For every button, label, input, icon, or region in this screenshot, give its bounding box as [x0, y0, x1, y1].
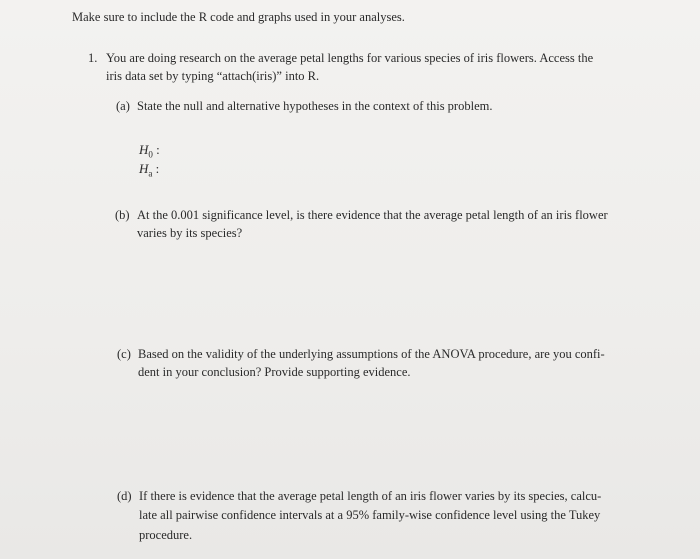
ha-subscript: a — [148, 168, 153, 179]
part-d-text-line2: late all pairwise confidence intervals at a 95% family-wise confidence level using the Tukey — [139, 508, 601, 522]
part-c-text-line1: Based on the validity of the underlying assumptions of the ANOVA procedure, are you confi- — [138, 347, 605, 361]
part-a-label: (a) — [116, 99, 130, 113]
h0-symbol: H — [139, 142, 149, 157]
question-text-line2: iris data set by typing “attach(iris)” into R. — [106, 69, 320, 83]
null-hypothesis-label — [139, 142, 160, 163]
part-c-text-line2: dent in your conclusion? Provide supporting evidence. — [138, 365, 411, 379]
part-b-text-line2: varies by its species? — [137, 226, 243, 240]
part-a-text: State the null and alternative hypotheses in the context of this problem. — [137, 99, 493, 113]
h0-subscript: 0 — [148, 149, 153, 160]
question-text-line1: You are doing research on the average petal lengths for various species of iris flowers. Access the — [106, 51, 594, 65]
h0-colon: : — [156, 142, 160, 157]
alternative-hypothesis-label — [139, 161, 159, 182]
ha-symbol: H — [139, 161, 149, 176]
part-d-label: (d) — [117, 489, 132, 503]
part-c-label: (c) — [117, 347, 131, 361]
part-b-text-line1: At the 0.001 significance level, is there evidence that the average petal length of an iris flower — [137, 208, 608, 222]
question-number: 1. — [88, 51, 98, 65]
part-d-text-line1: If there is evidence that the average petal length of an iris flower varies by its species, calcu- — [139, 489, 602, 503]
part-d-text-line3: procedure. — [139, 528, 193, 542]
part-b-label: (b) — [115, 208, 130, 222]
ha-colon: : — [155, 161, 160, 176]
instruction-text: Make sure to include the R code and graphs used in your analyses. — [72, 10, 405, 24]
